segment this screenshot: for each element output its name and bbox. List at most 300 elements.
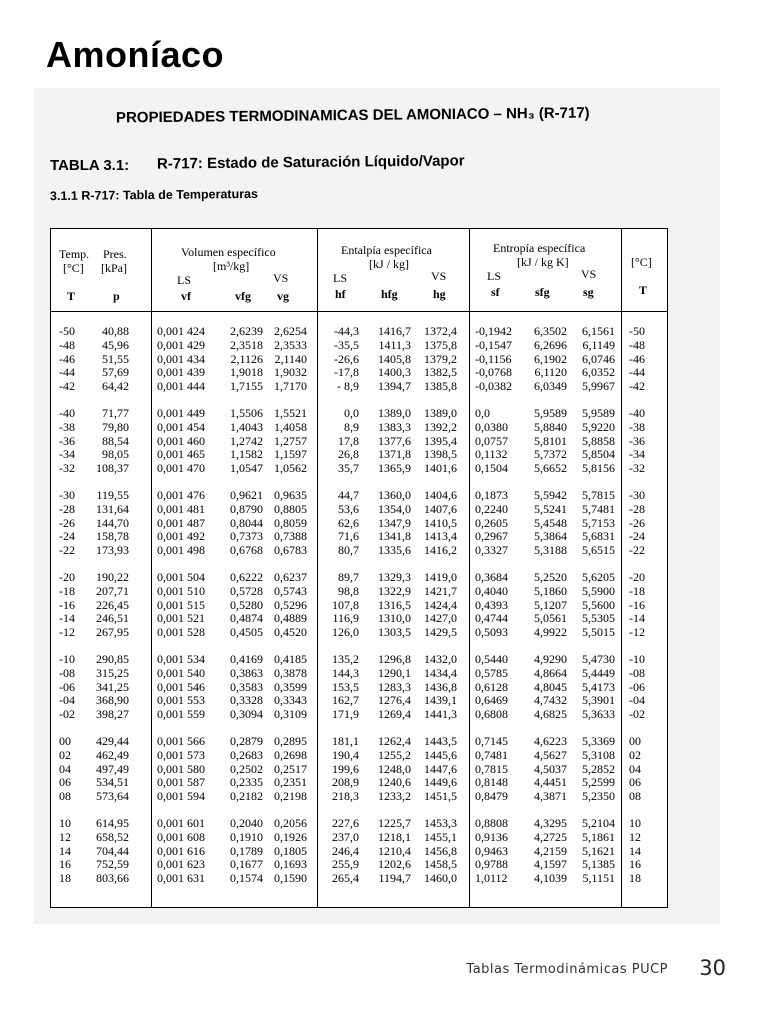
cell-sfg: 5,7372	[534, 447, 567, 462]
page-title: Amoníaco	[46, 34, 225, 75]
cell-vg: 0,1693	[274, 857, 307, 872]
cell-T2: -48	[629, 337, 645, 352]
cell-p: 40,88	[102, 324, 129, 338]
cell-sfg: 4,5037	[534, 761, 567, 776]
cell-vfg: 0,2040	[230, 816, 263, 830]
cell-vfg: 0,2335	[230, 775, 263, 790]
cell-T2: 10	[629, 816, 641, 830]
cell-hg: 1432,0	[424, 652, 457, 666]
cell-vfg: 0,1677	[230, 857, 263, 872]
page-number: 30	[699, 956, 726, 980]
col-hfg-group-4	[367, 571, 411, 640]
cell-sfg: 5,5241	[534, 501, 567, 516]
cell-hf: 246,4	[332, 843, 359, 858]
col-sg-group-7	[571, 817, 615, 886]
col-hfg-group-2	[367, 407, 411, 476]
cell-vfg: 2,1126	[230, 351, 263, 366]
cell-hg: 1389,0	[424, 406, 457, 420]
col-sg-group-2	[571, 407, 615, 476]
cell-sfg: 4,6223	[534, 734, 567, 748]
cell-T2: -16	[629, 597, 645, 612]
cell-vg: 0,6783	[274, 543, 307, 558]
cell-sfg: 4,3295	[534, 816, 567, 830]
col-sf-group-4	[475, 571, 521, 640]
cell-vf: 0,001 492	[157, 529, 205, 544]
col-hg-group-3	[413, 489, 457, 558]
col-vf-group-5	[157, 653, 217, 722]
cell-hf: -17,8	[334, 365, 359, 380]
cell-T2: -30	[629, 488, 645, 502]
cell-hfg: 1210,4	[378, 843, 411, 858]
cell-hg: 1404,6	[424, 488, 457, 502]
cell-sfg: 6,1120	[534, 365, 567, 380]
symbol-hg: hg	[433, 287, 446, 301]
cell-sg: 5,3901	[582, 693, 615, 708]
cell-vfg: 0,6222	[230, 570, 263, 584]
cell-p: 398,27	[96, 707, 129, 722]
col-hf-group-7	[327, 817, 359, 886]
cell-hfg: 1360,0	[378, 488, 411, 502]
symbol-sfg: sfg	[535, 285, 550, 299]
cell-p: 752,59	[96, 857, 129, 872]
col-hf-group-2	[327, 407, 359, 476]
col-sfg-group-3	[525, 489, 567, 558]
col-sf-group-7	[475, 817, 521, 886]
cell-sf: 0,2967	[475, 529, 508, 544]
cell-hfg: 1248,0	[378, 761, 411, 776]
cell-hf: 80,7	[338, 543, 359, 558]
cell-vg: 1,4058	[274, 419, 307, 434]
col-vg-group-3	[265, 489, 307, 558]
cell-sfg: 5,8840	[534, 419, 567, 434]
cell-T: -26	[59, 515, 75, 530]
cell-sf: 0,1132	[475, 447, 508, 462]
cell-hfg: 1405,8	[378, 351, 411, 366]
cell-p: 144,70	[96, 515, 129, 530]
col-hf-group-3	[327, 489, 359, 558]
cell-hf: 255,9	[332, 857, 359, 872]
cell-hg: 1453,3	[424, 816, 457, 830]
cell-hg: 1407,6	[424, 501, 457, 516]
cell-vf: 0,001 498	[157, 543, 205, 558]
cell-sfg: 5,1207	[534, 597, 567, 612]
col-sfg-group-1	[525, 325, 567, 394]
cell-vf: 0,001 580	[157, 761, 205, 776]
cell-vfg: 0,1910	[230, 829, 263, 844]
cell-vfg: 0,3863	[230, 665, 263, 680]
cell-sg: 5,5600	[582, 597, 615, 612]
cell-p: 246,51	[96, 611, 129, 626]
col-p-group-6	[91, 735, 129, 804]
cell-T: -40	[59, 406, 75, 420]
cell-T: -34	[59, 447, 75, 462]
cell-vfg: 2,3518	[230, 337, 263, 352]
cell-hg: 1458,5	[424, 857, 457, 872]
cell-vfg: 0,2879	[230, 734, 263, 748]
cell-sfg: 4,2725	[534, 829, 567, 844]
col-sf-group-6	[475, 735, 521, 804]
cell-hfg: 1269,4	[378, 707, 411, 722]
cell-T2: -14	[629, 611, 645, 626]
col-vg-group-4	[265, 571, 307, 640]
cell-hf: 208,9	[332, 775, 359, 790]
cell-vfg: 0,9621	[230, 488, 263, 502]
cell-vfg: 0,1789	[230, 843, 263, 858]
cell-sf: 0,7815	[475, 761, 508, 776]
cell-hg: 1447,6	[424, 761, 457, 776]
cell-hf: -44,3	[334, 324, 359, 338]
cell-sfg: 5,6652	[534, 461, 567, 476]
cell-vfg: 1,7155	[230, 379, 263, 394]
col-hfg-group-3	[367, 489, 411, 558]
cell-hfg: 1276,4	[378, 693, 411, 708]
col-hg-group-2	[413, 407, 457, 476]
cell-vf: 0,001 481	[157, 501, 205, 516]
cell-vf: 0,001 476	[157, 488, 205, 502]
cell-hg: 1385,8	[424, 379, 457, 394]
cell-vfg: 0,2502	[230, 761, 263, 776]
cell-vf: 0,001 559	[157, 707, 205, 722]
cell-hg: 1460,0	[424, 871, 457, 886]
cell-sf: -0,1942	[475, 324, 512, 338]
col-hfg-group-6	[367, 735, 411, 804]
cell-T: 02	[59, 747, 71, 762]
cell-T2: -42	[629, 379, 645, 394]
col-vg-group-6	[265, 735, 307, 804]
cell-hg: 1372,4	[424, 324, 457, 338]
cell-sf: 0,3327	[475, 543, 508, 558]
cell-sf: -0,1547	[475, 337, 512, 352]
cell-sg: 5,7153	[582, 515, 615, 530]
cell-hfg: 1329,3	[378, 570, 411, 584]
col-hf-group-1	[327, 325, 359, 394]
cell-sfg: 6,2696	[534, 337, 567, 352]
col-vf-group-2	[157, 407, 217, 476]
symbol-sf: sf	[491, 285, 500, 299]
cell-sfg: 6,3502	[534, 324, 567, 338]
cell-p: 98,05	[102, 447, 129, 462]
cell-vfg: 1,5506	[230, 406, 263, 420]
cell-hf: 144,3	[332, 665, 359, 680]
cell-sfg: 5,1860	[534, 583, 567, 598]
cell-vfg: 0,3094	[230, 707, 263, 722]
cell-vf: 0,001 424	[157, 324, 205, 338]
cell-hfg: 1354,0	[378, 501, 411, 516]
cell-hg: 1455,1	[424, 829, 457, 844]
cell-sf: 0,6808	[475, 707, 508, 722]
cell-sf: 1,0112	[475, 871, 508, 886]
cell-hg: 1395,4	[424, 433, 457, 448]
cell-hf: 218,3	[332, 789, 359, 804]
col-T-group-4	[59, 571, 87, 640]
cell-vg: 0,3599	[274, 679, 307, 694]
cell-hg: 1436,8	[424, 679, 457, 694]
cell-vg: 0,3109	[274, 707, 307, 722]
cell-hg: 1379,2	[424, 351, 457, 366]
cell-vg: 2,3533	[274, 337, 307, 352]
cell-vg: 0,2895	[274, 734, 307, 748]
cell-sg: 5,3633	[582, 707, 615, 722]
cell-sfg: 5,4548	[534, 515, 567, 530]
cell-sfg: 5,5942	[534, 488, 567, 502]
cell-T2: -26	[629, 515, 645, 530]
cell-T: 16	[59, 857, 71, 872]
table-title: R-717: Estado de Saturación Líquido/Vapor	[156, 152, 465, 173]
cell-hg: 1398,5	[424, 447, 457, 462]
col-sf-group-1	[475, 325, 521, 394]
cell-hfg: 1400,3	[378, 365, 411, 380]
col-T2-group-6	[629, 735, 657, 804]
cell-vg: 0,2198	[274, 789, 307, 804]
cell-vg: 0,9635	[274, 488, 307, 502]
cell-sf: 0,7481	[475, 747, 508, 762]
cell-sf: 0,9788	[475, 857, 508, 872]
cell-p: 658,52	[96, 829, 129, 844]
cell-vf: 0,001 460	[157, 433, 205, 448]
cell-hg: 1410,5	[424, 515, 457, 530]
cell-sfg: 5,3188	[534, 543, 567, 558]
cell-hg: 1451,5	[424, 789, 457, 804]
cell-hf: 71,6	[338, 529, 359, 544]
cell-vg: 0,6237	[274, 570, 307, 584]
cell-p: 88,54	[102, 433, 129, 448]
cell-T2: 16	[629, 857, 641, 872]
cell-T: -04	[59, 693, 75, 708]
col-hg-group-6	[413, 735, 457, 804]
cell-hg: 1375,8	[424, 337, 457, 352]
cell-sf: 0,2605	[475, 515, 508, 530]
cell-sg: 5,4173	[582, 679, 615, 694]
cell-hfg: 1383,3	[378, 419, 411, 434]
cell-hfg: 1283,3	[378, 679, 411, 694]
cell-hf: 162,7	[332, 693, 359, 708]
cell-sg: 5,6831	[582, 529, 615, 544]
cell-vf: 0,001 623	[157, 857, 205, 872]
cell-hfg: 1296,8	[378, 652, 411, 666]
col-hg-group-5	[413, 653, 457, 722]
entropy-unit: [kJ / kg K]	[517, 255, 569, 269]
col-vg-group-5	[265, 653, 307, 722]
cell-hf: 181,1	[332, 734, 359, 748]
cell-sfg: 4,2159	[534, 843, 567, 858]
cell-vfg: 1,0547	[230, 461, 263, 476]
col-T2-group-1	[629, 325, 657, 394]
cell-p: 45,96	[102, 337, 129, 352]
cell-vfg: 0,5280	[230, 597, 263, 612]
cell-vg: 1,5521	[274, 406, 307, 420]
cell-sg: 6,0746	[582, 351, 615, 366]
enthalpy-ls: LS	[333, 271, 348, 285]
cell-hg: 1427,0	[424, 611, 457, 626]
cell-hf: 44,7	[338, 488, 359, 502]
cell-vfg: 0,8044	[230, 515, 263, 530]
cell-sf: 0,0	[475, 406, 490, 420]
cell-sf: 0,4744	[475, 611, 508, 626]
cell-vg: 0,2517	[274, 761, 307, 776]
col-T-group-6	[59, 735, 87, 804]
cell-vf: 0,001 470	[157, 461, 205, 476]
cell-hfg: 1233,2	[378, 789, 411, 804]
col-T-group-3	[59, 489, 87, 558]
cell-vf: 0,001 465	[157, 447, 205, 462]
volume-ls: LS	[177, 273, 192, 287]
cell-hg: 1419,0	[424, 570, 457, 584]
cell-sf: 0,4393	[475, 597, 508, 612]
cell-sf: 0,5785	[475, 665, 508, 680]
cell-sfg: 6,1902	[534, 351, 567, 366]
cell-T: 00	[59, 734, 71, 748]
col-hfg-group-1	[367, 325, 411, 394]
cell-vf: 0,001 631	[157, 871, 205, 886]
cell-vf: 0,001 454	[157, 419, 205, 434]
cell-sfg: 5,2520	[534, 570, 567, 584]
col-sg-group-5	[571, 653, 615, 722]
cell-T2: 12	[629, 829, 641, 844]
cell-p: 190,22	[96, 570, 129, 584]
cell-hg: 1449,6	[424, 775, 457, 790]
cell-sg: 5,1861	[582, 829, 615, 844]
cell-sg: 5,9589	[582, 406, 615, 420]
cell-T2: 04	[629, 761, 641, 776]
temp-unit: [°C]	[63, 261, 84, 275]
temp-label: Temp.	[59, 247, 90, 261]
col-vf-group-4	[157, 571, 217, 640]
cell-T: -08	[59, 665, 75, 680]
cell-vg: 0,2351	[274, 775, 307, 790]
col-vfg-group-5	[221, 653, 263, 722]
cell-hfg: 1255,2	[378, 747, 411, 762]
cell-p: 57,69	[102, 365, 129, 380]
col-vfg-group-3	[221, 489, 263, 558]
cell-vf: 0,001 587	[157, 775, 205, 790]
cell-sg: 5,9220	[582, 419, 615, 434]
col-hf-group-4	[327, 571, 359, 640]
cell-sfg: 4,7432	[534, 693, 567, 708]
cell-hf: 135,2	[332, 652, 359, 666]
section-subheading: 3.1.1 R-717: Tabla de Temperaturas	[49, 186, 259, 204]
divider-volume-enthalpy	[317, 229, 318, 907]
cell-hfg: 1371,8	[378, 447, 411, 462]
cell-sf: 0,2240	[475, 501, 508, 516]
cell-hf: 237,0	[332, 829, 359, 844]
col-sfg-group-6	[525, 735, 567, 804]
cell-p: 64,42	[102, 379, 129, 394]
cell-hg: 1439,1	[424, 693, 457, 708]
cell-sg: 5,2852	[582, 761, 615, 776]
col-vg-group-2	[265, 407, 307, 476]
cell-T: -50	[59, 324, 75, 338]
volume-label: Volumen específico	[181, 245, 276, 259]
col-sfg-group-2	[525, 407, 567, 476]
cell-hg: 1441,3	[424, 707, 457, 722]
cell-sfg: 4,6825	[534, 707, 567, 722]
cell-vf: 0,001 601	[157, 816, 205, 830]
cell-sg: 5,5900	[582, 583, 615, 598]
cell-p: 290,85	[96, 652, 129, 666]
cell-hf: 62,6	[338, 515, 359, 530]
col-p-group-7	[91, 817, 129, 886]
col-sg-group-6	[571, 735, 615, 804]
col-sf-group-2	[475, 407, 521, 476]
cell-vg: 0,4520	[274, 625, 307, 640]
cell-T2: 00	[629, 734, 641, 748]
cell-T: -02	[59, 707, 75, 722]
cell-sfg: 4,4451	[534, 775, 567, 790]
cell-hg: 1416,2	[424, 543, 457, 558]
cell-sfg: 5,3864	[534, 529, 567, 544]
main-heading: PROPIEDADES TERMODINAMICAS DEL AMONIACO – NH₃ (R-717)	[115, 104, 590, 127]
volume-unit: [m³/kg]	[213, 259, 250, 273]
cell-vfg: 0,8790	[230, 501, 263, 516]
cell-sfg: 4,5627	[534, 747, 567, 762]
cell-hg: 1456,8	[424, 843, 457, 858]
col-p-group-5	[91, 653, 129, 722]
cell-p: 429,44	[96, 734, 129, 748]
cell-T2: -22	[629, 543, 645, 558]
cell-vf: 0,001 487	[157, 515, 205, 530]
cell-sf: -0,0382	[475, 379, 512, 394]
symbol-p: p	[113, 289, 120, 303]
cell-p: 71,77	[102, 406, 129, 420]
cell-sfg: 4,1597	[534, 857, 567, 872]
cell-vf: 0,001 515	[157, 597, 205, 612]
cell-T2: -04	[629, 693, 645, 708]
cell-T2: -34	[629, 447, 645, 462]
cell-T: -24	[59, 529, 75, 544]
cell-T2: -28	[629, 501, 645, 516]
cell-hg: 1413,4	[424, 529, 457, 544]
col-T-group-1	[59, 325, 87, 394]
cell-sf: 0,0380	[475, 419, 508, 434]
cell-vf: 0,001 429	[157, 337, 205, 352]
cell-sg: 5,4730	[582, 652, 615, 666]
col-vg-group-1	[265, 325, 307, 394]
cell-vfg: 0,5728	[230, 583, 263, 598]
cell-hfg: 1365,9	[378, 461, 411, 476]
cell-sf: 0,5440	[475, 652, 508, 666]
cell-vfg: 0,1574	[230, 871, 263, 886]
cell-sg: 6,0352	[582, 365, 615, 380]
cell-vf: 0,001 566	[157, 734, 205, 748]
pres-label: Pres.	[103, 247, 127, 261]
col-hg-group-1	[413, 325, 457, 394]
pres-unit: [kPa]	[101, 261, 127, 275]
cell-vf: 0,001 546	[157, 679, 205, 694]
cell-hfg: 1225,7	[378, 816, 411, 830]
cell-hfg: 1389,0	[378, 406, 411, 420]
col-sg-group-1	[571, 325, 615, 394]
cell-hfg: 1347,9	[378, 515, 411, 530]
cell-T: -48	[59, 337, 75, 352]
col-sfg-group-7	[525, 817, 567, 886]
cell-vg: 0,2056	[274, 816, 307, 830]
cell-vf: 0,001 434	[157, 351, 205, 366]
cell-p: 573,64	[96, 789, 129, 804]
col-hg-group-7	[413, 817, 457, 886]
cell-sf: -0,0768	[475, 365, 512, 380]
cell-sg: 5,7815	[582, 488, 615, 502]
cell-T2: -32	[629, 461, 645, 476]
cell-T2: -20	[629, 570, 645, 584]
cell-sf: -0,1156	[475, 351, 512, 366]
cell-sf: 0,1504	[475, 461, 508, 476]
cell-sf: 0,6128	[475, 679, 508, 694]
divider-enthalpy-entropy	[469, 229, 470, 907]
cell-T2: 02	[629, 747, 641, 762]
cell-p: 173,93	[96, 543, 129, 558]
cell-sg: 5,2104	[582, 816, 615, 830]
cell-p: 534,51	[96, 775, 129, 790]
